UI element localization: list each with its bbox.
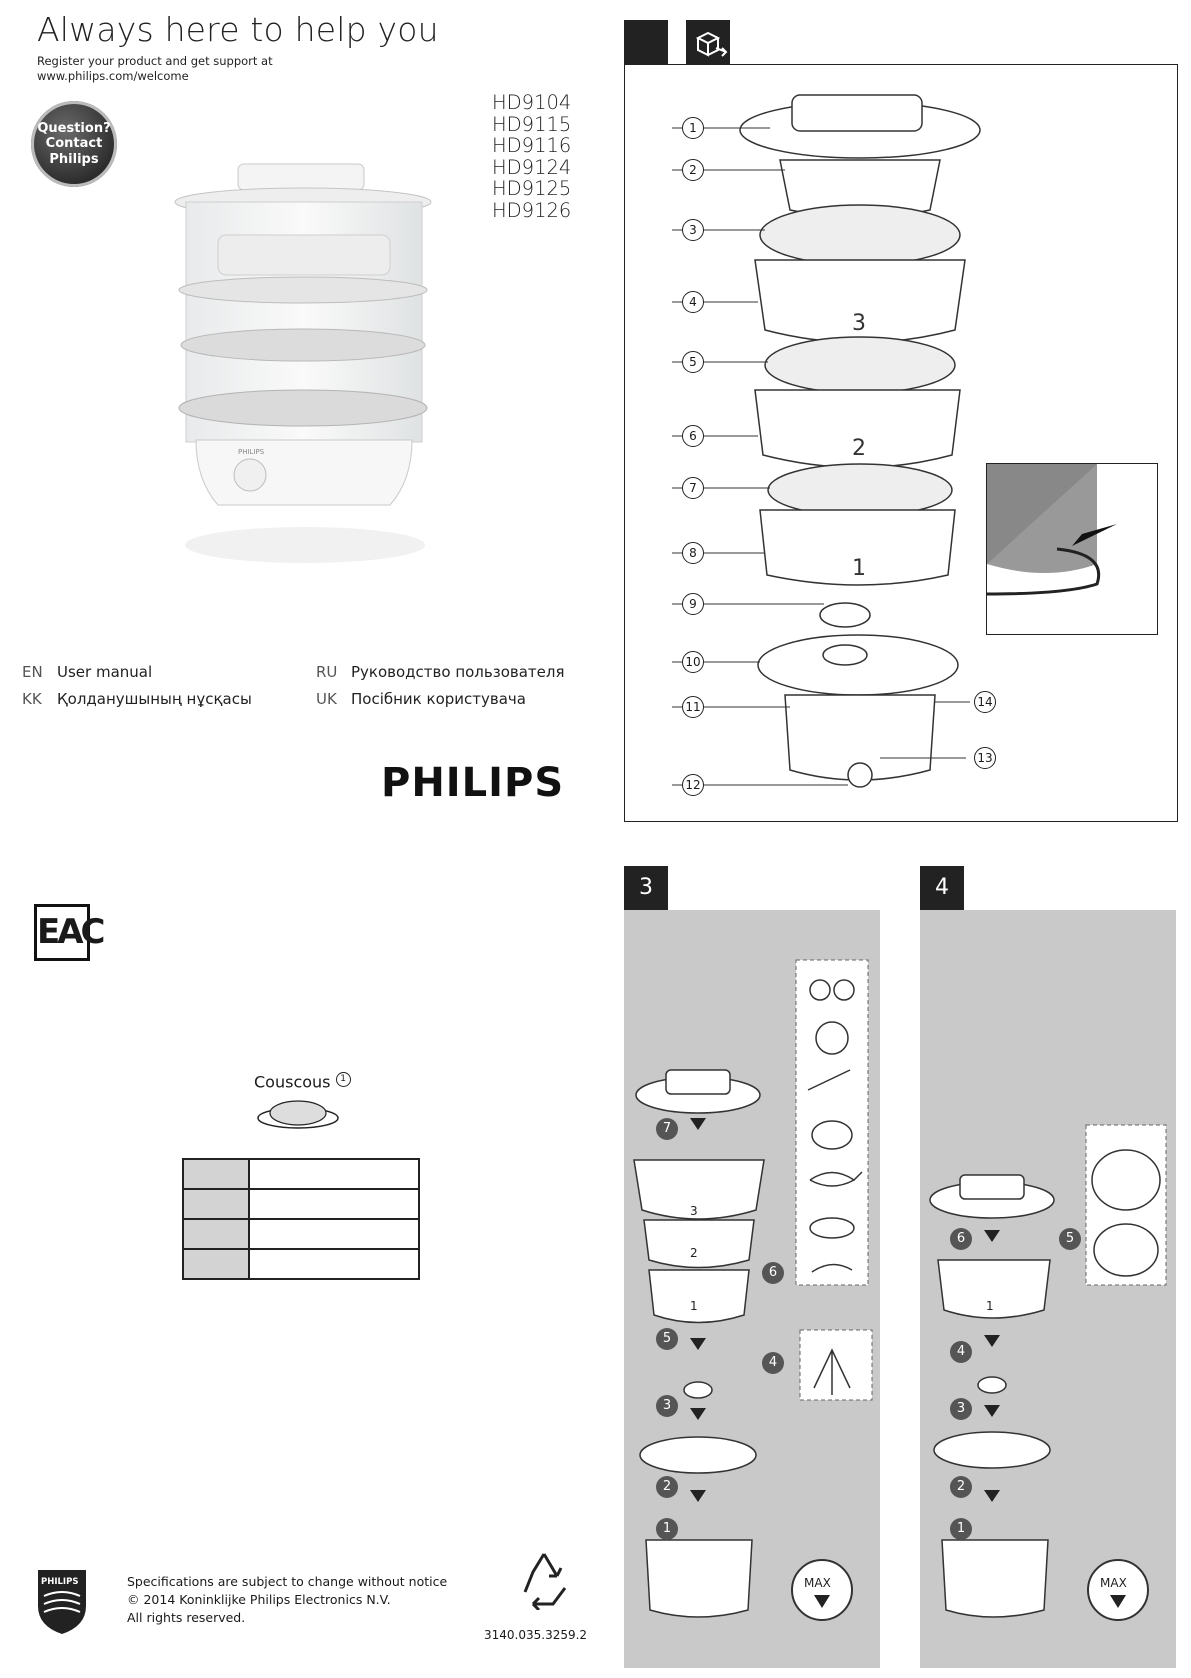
rights-line: All rights reserved. (127, 1610, 246, 1625)
food-note-callout: 1 (336, 1072, 351, 1087)
part-callout: 8 (682, 542, 704, 564)
part-callout: 10 (682, 651, 704, 673)
language-code: EN (22, 663, 43, 681)
basket-label: 1 (986, 1299, 994, 1313)
part-callout: 14 (974, 691, 996, 713)
basket-label: 3 (852, 311, 866, 336)
language-label: Қолданушының нұсқасы (57, 690, 252, 708)
max-label: MAX (1100, 1576, 1127, 1590)
spec-notice (127, 1573, 447, 1627)
basket-label: 2 (690, 1246, 698, 1260)
step-callout: 3 (950, 1398, 972, 1420)
step-number-box: 3 (624, 866, 668, 910)
recycle-icon (513, 1548, 575, 1610)
step-callout: 1 (950, 1518, 972, 1540)
assembly-diagram-3 (624, 910, 880, 1668)
language-code: RU (316, 663, 338, 681)
cord-detail-inset (986, 463, 1158, 635)
part-callout: 7 (682, 477, 704, 499)
steamer-product-image (160, 150, 450, 570)
step-callout: 6 (762, 1262, 784, 1284)
part-callout: 9 (682, 593, 704, 615)
step-callout: 2 (656, 1476, 678, 1498)
step-callout: 3 (656, 1395, 678, 1417)
part-callout: 13 (974, 747, 996, 769)
philips-logo: PHILIPS (381, 760, 565, 806)
recipe-time-table (182, 1158, 420, 1280)
step-callout: 5 (1059, 1228, 1081, 1250)
step-callout: 6 (950, 1228, 972, 1250)
part-callout: 4 (682, 291, 704, 313)
step-callout: 7 (656, 1118, 678, 1140)
food-label (254, 1072, 351, 1091)
document-number: 3140.035.3259.2 (484, 1628, 588, 1642)
shield-brand-text: PHILIPS (41, 1577, 79, 1587)
contact-philips-badge[interactable] (31, 101, 117, 187)
part-callout: 5 (682, 351, 704, 373)
register-info (37, 54, 273, 84)
language-label: Руководство пользователя (351, 663, 565, 681)
unpack-icon (686, 20, 730, 64)
max-label: MAX (804, 1576, 831, 1590)
badge-line: Question? (37, 120, 111, 136)
language-code: KK (22, 690, 42, 708)
copyright-line: © 2014 Koninklijke Philips Electronics N.V. (127, 1592, 391, 1607)
register-url[interactable]: www.philips.com/welcome (37, 69, 189, 83)
language-label: Посібник користувача (351, 690, 526, 708)
step-callout: 1 (656, 1518, 678, 1540)
badge-line: Contact (45, 136, 103, 152)
table-row (183, 1249, 419, 1279)
model-number: HD9126 (492, 198, 572, 222)
part-callout: 3 (682, 219, 704, 241)
basket-label: 3 (690, 1204, 698, 1218)
page-title: Always here to help you (37, 10, 439, 49)
step-number-box: 4 (920, 866, 964, 910)
table-row (183, 1189, 419, 1219)
model-number: HD9125 (492, 177, 572, 200)
part-callout: 6 (682, 425, 704, 447)
language-en (22, 663, 152, 681)
part-callout: 2 (682, 159, 704, 181)
language-code: UK (316, 690, 337, 708)
language-label: User manual (57, 663, 153, 681)
table-row (183, 1219, 419, 1249)
svg-text:PHILIPS: PHILIPS (238, 448, 265, 456)
step-callout: 4 (950, 1341, 972, 1363)
basket-label: 2 (852, 436, 866, 461)
parts-exploded-diagram (640, 90, 1180, 810)
basket-label: 1 (852, 556, 866, 581)
register-line: Register your product and get support at (37, 54, 273, 68)
part-callout: 1 (682, 117, 704, 139)
basket-label: 1 (690, 1299, 698, 1313)
eac-certification-mark: EAC (34, 904, 90, 961)
philips-shield-logo (34, 1566, 90, 1636)
badge-line: Philips (49, 151, 99, 167)
step-callout: 2 (950, 1476, 972, 1498)
couscous-plate-icon (256, 1096, 340, 1132)
model-number: HD9124 (492, 155, 572, 179)
step-callout: 4 (762, 1352, 784, 1374)
language-uk (316, 690, 526, 708)
model-list (492, 92, 571, 221)
assembly-diagram-4 (920, 910, 1176, 1668)
spec-line: Specifications are subject to change without notice (127, 1574, 448, 1589)
table-row (183, 1159, 419, 1189)
model-number: HD9116 (492, 134, 572, 157)
food-name: Couscous (254, 1072, 331, 1092)
part-callout: 11 (682, 696, 704, 718)
language-kk (22, 690, 252, 708)
section-marker (624, 20, 668, 64)
part-callout: 12 (682, 774, 704, 796)
model-number: HD9115 (492, 112, 572, 136)
model-number: HD9104 (492, 91, 572, 114)
language-ru (316, 663, 565, 681)
step-callout: 5 (656, 1328, 678, 1350)
